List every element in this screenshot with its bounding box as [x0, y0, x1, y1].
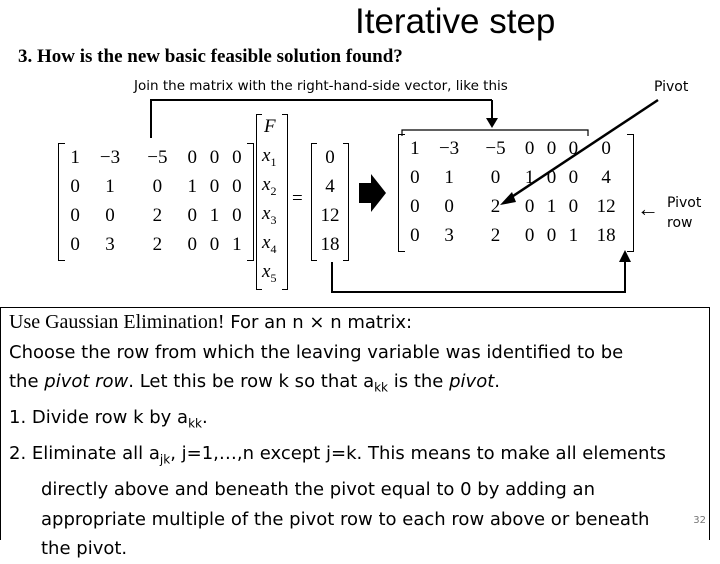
- text-span: .: [494, 371, 500, 392]
- aug-table: [404, 134, 628, 250]
- cell: 1: [187, 175, 198, 197]
- cell: 0: [601, 137, 611, 159]
- equals-sign: =: [292, 188, 303, 209]
- cell: 0: [568, 137, 579, 159]
- cell: 1: [568, 224, 579, 246]
- var-right-bracket: [282, 114, 288, 290]
- rhs-cell: 0: [325, 146, 335, 168]
- rhs-cell: 18: [320, 233, 340, 255]
- cell: 0: [187, 233, 198, 255]
- cell: 0: [444, 195, 454, 217]
- cell: 0: [568, 166, 579, 188]
- cell: 4: [601, 166, 611, 188]
- cell: 3: [444, 224, 454, 246]
- aug-row pivot-row: [404, 192, 628, 221]
- var-subscript: 4: [270, 241, 277, 256]
- var-subscript: 1: [270, 154, 277, 169]
- page-number: 32: [693, 515, 706, 526]
- cell: 0: [209, 233, 220, 255]
- rhs-cell: 12: [320, 204, 340, 226]
- explanation-box: [0, 307, 710, 560]
- cell: 2: [490, 224, 501, 246]
- text-span: .: [201, 407, 208, 429]
- cell: 0: [490, 166, 501, 188]
- list-item-2-line-2: directly above and beneath the pivot equal to 0 by adding an: [41, 479, 595, 501]
- cell: 2: [152, 233, 163, 255]
- cell: 3: [105, 233, 115, 255]
- text-span: , j=1,…,n except j=k. This means to make all elements: [170, 443, 666, 465]
- coefficient-matrix: [58, 143, 254, 261]
- augmented-matrix: [398, 134, 634, 252]
- text-line-3: [9, 367, 709, 403]
- cell: 0: [410, 195, 420, 217]
- cell: 0: [152, 175, 163, 197]
- text-span: For an n × n matrix:: [224, 312, 413, 333]
- text-span: is the: [388, 371, 450, 392]
- cell: 0: [232, 204, 242, 226]
- transform-arrow-icon: [359, 174, 386, 212]
- join-connector-bottom: [332, 258, 625, 292]
- var-subscript: 5: [270, 270, 277, 285]
- text-span: 1. Divide row k by a: [9, 407, 189, 429]
- variable-vector: [256, 114, 288, 290]
- cell: −5: [485, 137, 506, 159]
- cell: 0: [232, 146, 242, 168]
- aug-right-bracket: [627, 134, 634, 252]
- subscript: jk: [159, 452, 171, 467]
- cell: 0: [410, 166, 420, 188]
- cell: 0: [524, 195, 535, 217]
- text-line-1: [9, 308, 709, 338]
- cell: −5: [147, 146, 168, 168]
- cell: 1: [524, 166, 535, 188]
- cell: 1: [105, 175, 115, 197]
- cell: 0: [105, 204, 115, 226]
- cell: 0: [524, 137, 535, 159]
- cell: 0: [187, 204, 198, 226]
- pivot-label: Pivot: [654, 79, 689, 95]
- cell: 0: [70, 175, 80, 197]
- pivot-row-term: pivot row: [44, 371, 129, 392]
- join-connector-top: [151, 100, 492, 138]
- coef-right-bracket: [247, 143, 254, 261]
- var-subscript: 2: [270, 183, 277, 198]
- question-heading: 3. How is the new basic feasible solution found?: [18, 46, 403, 67]
- subscript: kk: [374, 380, 389, 395]
- cell: 1: [209, 204, 220, 226]
- cell: 0: [410, 224, 420, 246]
- cell: 1: [232, 233, 242, 255]
- cell: 1: [444, 166, 454, 188]
- var-subscript: 3: [270, 212, 277, 227]
- text-span: 2. Eliminate all a: [9, 443, 160, 465]
- var-x3: $x_3$: [262, 203, 277, 227]
- var-F: F: [264, 116, 276, 137]
- page-title: Iterative step: [355, 2, 556, 41]
- pivot-row-arrow-icon: ←: [637, 196, 659, 221]
- gaussian-heading: Use Gaussian Elimination!: [9, 311, 225, 333]
- cell: 0: [546, 137, 557, 159]
- coef-table: [64, 143, 248, 259]
- aug-row: [404, 163, 628, 192]
- cell: 0: [568, 195, 579, 217]
- var-x2: $x_2$: [262, 174, 277, 198]
- cell: 0: [546, 166, 557, 188]
- var-x4: $x_4$: [262, 232, 277, 256]
- rhs-cell: 4: [325, 175, 335, 197]
- cell: 2: [152, 204, 163, 226]
- pivot-row-label-line2: row: [667, 215, 693, 231]
- var-x5: $x_5$: [262, 261, 277, 285]
- cell: 0: [232, 175, 242, 197]
- cell: 1: [70, 146, 80, 168]
- coef-row: [64, 143, 248, 172]
- coef-row: [64, 230, 248, 259]
- cell: −3: [99, 146, 121, 168]
- text-span: . Let this be row k so that a: [128, 371, 375, 392]
- aug-row: [404, 134, 628, 163]
- cell: 0: [209, 175, 220, 197]
- cell: 12: [596, 195, 616, 217]
- var-x1: $x_1$: [262, 145, 277, 169]
- pivot-row-label-line1: Pivot: [667, 195, 702, 211]
- cell: −3: [438, 137, 460, 159]
- aug-row: [404, 221, 628, 250]
- list-item-2-line-3: appropriate multiple of the pivot row to each row above or beneath: [41, 508, 650, 530]
- cell: 0: [70, 204, 80, 226]
- rhs-table: [316, 143, 344, 259]
- cell: 1: [410, 137, 420, 159]
- subscript: kk: [188, 416, 202, 431]
- list-item-2: [9, 439, 709, 475]
- cell: 0: [524, 224, 535, 246]
- cell: 0: [187, 146, 198, 168]
- list-item-2-line-4: the pivot.: [41, 538, 128, 560]
- cell: 1: [546, 195, 557, 217]
- coef-row: [64, 201, 248, 230]
- cell: 18: [596, 224, 616, 246]
- pivot-cell: 2: [490, 195, 501, 217]
- pivot-term: pivot: [449, 371, 495, 392]
- cell: 0: [209, 146, 220, 168]
- list-item-1: [9, 403, 709, 439]
- text-span: the: [9, 371, 45, 392]
- rhs-vector: [311, 143, 349, 261]
- coef-row: [64, 172, 248, 201]
- cell: 0: [70, 233, 80, 255]
- cell: 0: [546, 224, 557, 246]
- join-instruction: Join the matrix with the right-hand-side vector, like this: [134, 78, 508, 94]
- text-line-2: Choose the row from which the leaving variable was identified to be: [9, 341, 624, 363]
